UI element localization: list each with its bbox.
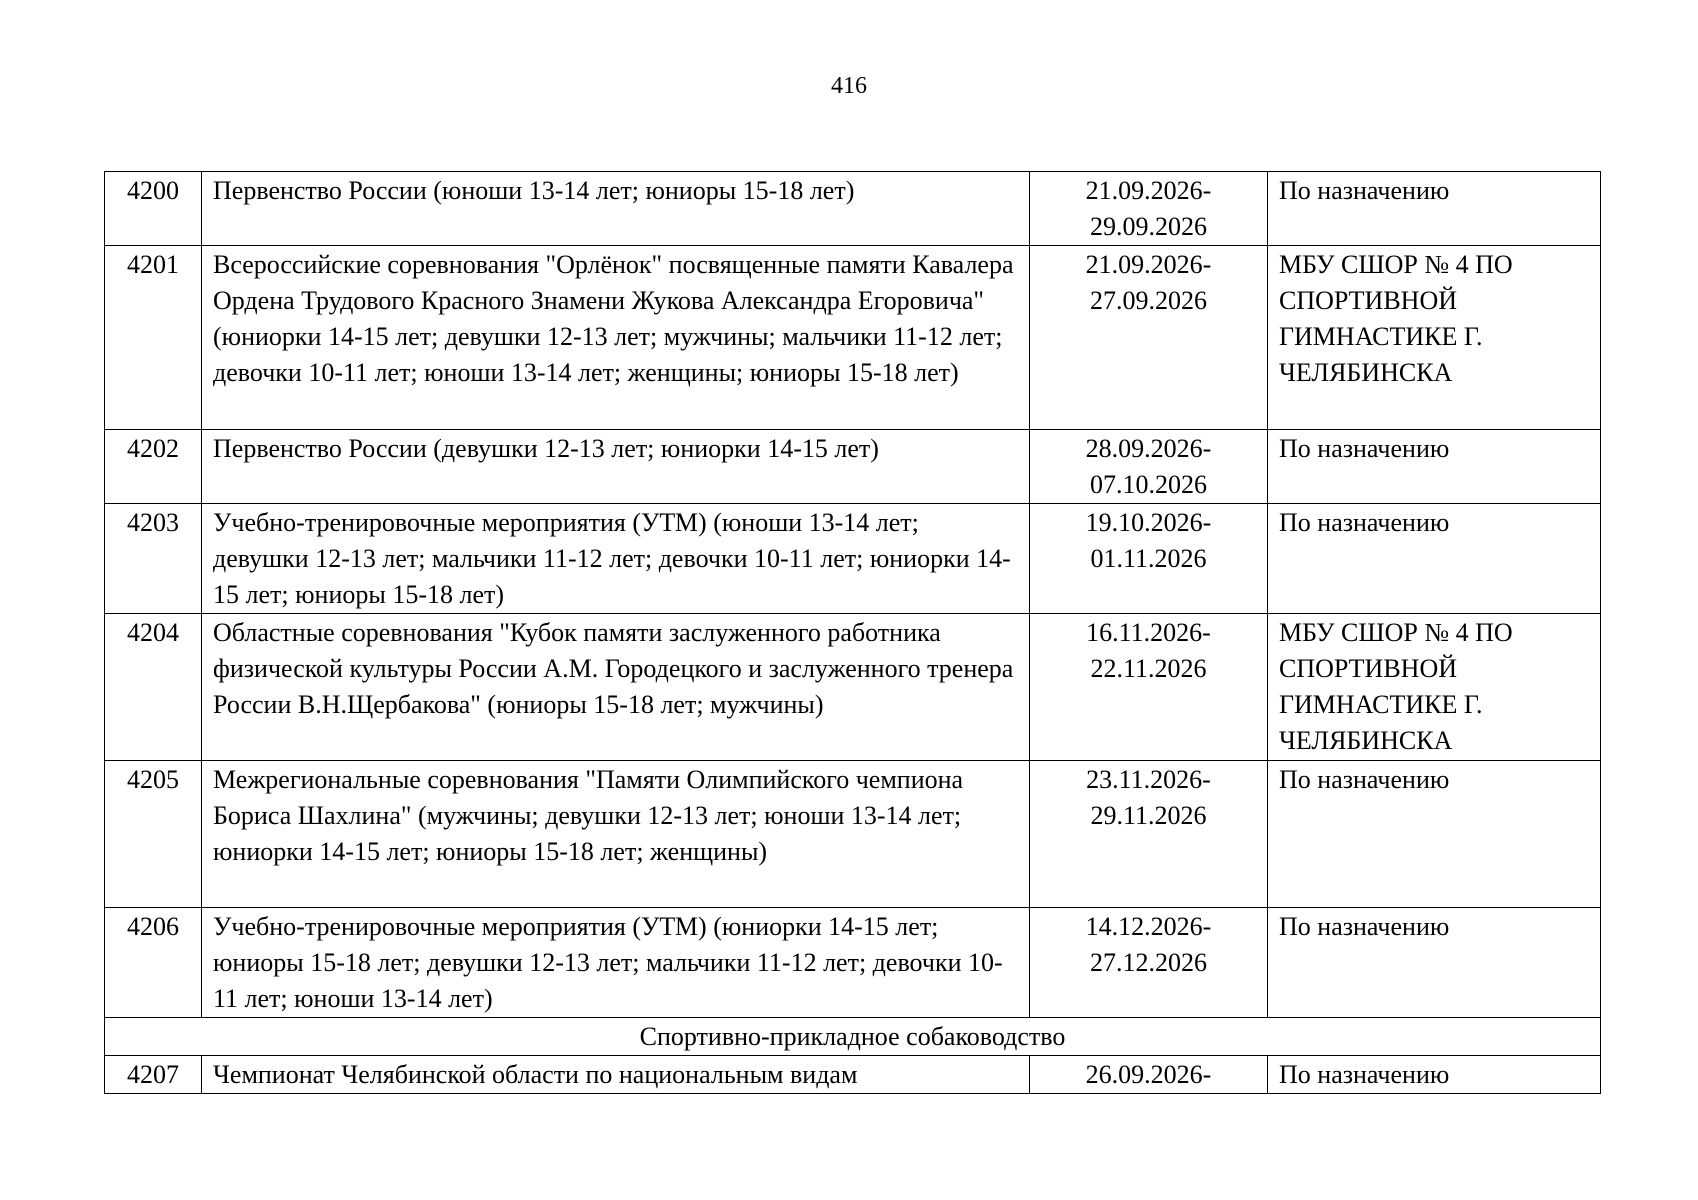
event-dates: 23.11.2026- 29.11.2026 bbox=[1030, 761, 1268, 908]
event-number: 4201 bbox=[105, 246, 202, 430]
table-row bbox=[105, 246, 1601, 430]
table-row bbox=[105, 504, 1601, 614]
event-name: Всероссийские соревнования "Орлёнок" посвященные памяти Кавалера Ордена Трудового Красного Знамени Жукова Александра Егоровича" (юниорки 14-15 лет; девушки 12-13 лет; мужчины; мальчики 11-12 лет; девочки 10-11 лет; юноши 13-14 лет; женщины; юниоры 15-18 лет) bbox=[202, 246, 1030, 430]
event-place: МБУ СШОР № 4 ПО СПОРТИВНОЙ ГИМНАСТИКЕ Г. ЧЕЛЯБИНСКА bbox=[1268, 614, 1601, 761]
table-row bbox=[105, 1056, 1601, 1094]
event-dates: 14.12.2026- 27.12.2026 bbox=[1030, 908, 1268, 1018]
event-number: 4206 bbox=[105, 908, 202, 1018]
table-row bbox=[105, 614, 1601, 761]
event-place: По назначению bbox=[1268, 908, 1601, 1018]
page-number: 416 bbox=[831, 73, 867, 99]
event-number: 4205 bbox=[105, 761, 202, 908]
event-place: МБУ СШОР № 4 ПО СПОРТИВНОЙ ГИМНАСТИКЕ Г. ЧЕЛЯБИНСКА bbox=[1268, 246, 1601, 430]
event-name: Межрегиональные соревнования "Памяти Олимпийского чемпиона Бориса Шахлина" (мужчины; девушки 12-13 лет; юноши 13-14 лет; юниорки 14-15 лет; юниоры 15-18 лет; женщины) bbox=[202, 761, 1030, 908]
table-row bbox=[105, 430, 1601, 504]
events-table bbox=[104, 171, 1601, 1094]
event-dates: 28.09.2026- 07.10.2026 bbox=[1030, 430, 1268, 504]
event-number: 4202 bbox=[105, 430, 202, 504]
event-name: Первенство России (девушки 12-13 лет; юниорки 14-15 лет) bbox=[202, 430, 1030, 504]
table-row bbox=[105, 172, 1601, 246]
event-dates: 26.09.2026- bbox=[1030, 1056, 1268, 1094]
event-name: Областные соревнования "Кубок памяти заслуженного работника физической культуры России А.М. Городецкого и заслуженного тренера России В.Н.Щербакова" (юниоры 15-18 лет; мужчины) bbox=[202, 614, 1030, 761]
event-place: По назначению bbox=[1268, 172, 1601, 246]
event-place: По назначению bbox=[1268, 504, 1601, 614]
event-name: Учебно-тренировочные мероприятия (УТМ) (юноши 13-14 лет; девушки 12-13 лет; мальчики 11-12 лет; девочки 10-11 лет; юниорки 14-15 лет; юниоры 15-18 лет) bbox=[202, 504, 1030, 614]
event-dates: 19.10.2026- 01.11.2026 bbox=[1030, 504, 1268, 614]
event-name: Первенство России (юноши 13-14 лет; юниоры 15-18 лет) bbox=[202, 172, 1030, 246]
section-header-row bbox=[105, 1018, 1601, 1056]
event-number: 4204 bbox=[105, 614, 202, 761]
event-name: Учебно-тренировочные мероприятия (УТМ) (юниорки 14-15 лет; юниоры 15-18 лет; девушки 12-13 лет; мальчики 11-12 лет; девочки 10-11 лет; юноши 13-14 лет) bbox=[202, 908, 1030, 1018]
section-header: Спортивно-прикладное собаководство bbox=[105, 1018, 1601, 1056]
event-name: Чемпионат Челябинской области по национальным видам bbox=[202, 1056, 1030, 1094]
event-dates: 16.11.2026- 22.11.2026 bbox=[1030, 614, 1268, 761]
event-dates: 21.09.2026- 29.09.2026 bbox=[1030, 172, 1268, 246]
table-row bbox=[105, 908, 1601, 1018]
event-place: По назначению bbox=[1268, 430, 1601, 504]
event-number: 4207 bbox=[105, 1056, 202, 1094]
event-number: 4203 bbox=[105, 504, 202, 614]
event-place: По назначению bbox=[1268, 761, 1601, 908]
table-row bbox=[105, 761, 1601, 908]
event-number: 4200 bbox=[105, 172, 202, 246]
event-place: По назначению bbox=[1268, 1056, 1601, 1094]
event-dates: 21.09.2026- 27.09.2026 bbox=[1030, 246, 1268, 430]
